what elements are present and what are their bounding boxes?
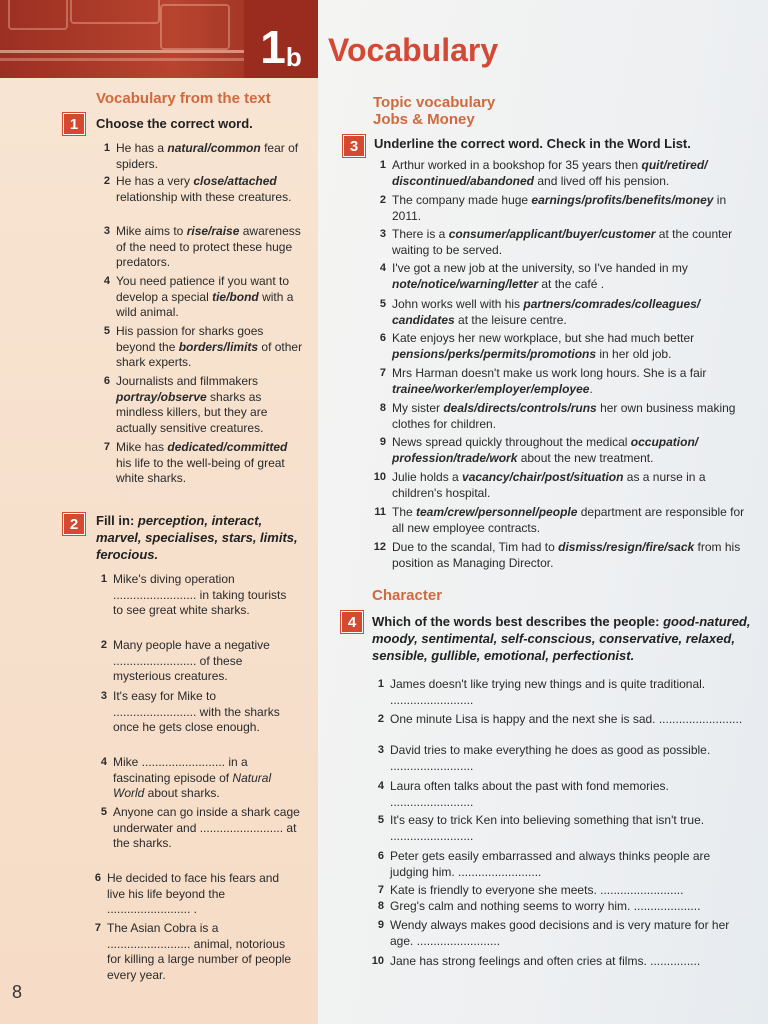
item-number: 11	[374, 506, 386, 518]
unit-label	[244, 0, 318, 78]
item-text: David tries to make everything he does as good as possible. .........................	[390, 743, 711, 773]
jobs-money-title: Jobs & Money	[373, 111, 475, 128]
exercise-4-word-bank: good-natured, moody, sentimental, self-conscious, conservative, relaxed, sensible, gullible, emotional, perfectionist.	[372, 614, 751, 663]
item-text-start: I've got a new job at the university, so I've handed in my	[392, 261, 688, 275]
exercise-1-item	[103, 374, 306, 436]
exercise-1-item	[103, 274, 306, 321]
item-text-start: John works well with his	[392, 297, 524, 311]
exercise-4-item	[377, 899, 752, 915]
item-text: Laura often talks about the past with fond memories. .........................	[390, 779, 669, 809]
exercise-1-item	[103, 440, 306, 487]
item-text-end: in her old job.	[596, 346, 672, 361]
item-number: 5	[103, 325, 110, 337]
word-choice-options: team/crew/personnel/people	[416, 505, 578, 519]
item-text-end: at the café .	[538, 276, 605, 291]
item-number: 9	[379, 436, 386, 448]
item-number: 5	[100, 806, 107, 818]
item-text-start: Julie holds a	[392, 470, 463, 484]
item-text-end: department are responsible for all new employee contracts.	[392, 505, 745, 535]
exercise-3-item	[379, 193, 754, 224]
item-number: 7	[103, 441, 110, 453]
section-title-vocabulary-from-text: Vocabulary from the text	[96, 90, 271, 107]
word-choice-options: note/notice/warning/letter	[392, 276, 539, 291]
item-text-start: Mrs Harman doesn't make us work long hours. She is a fair	[392, 366, 707, 380]
item-number: 2	[377, 713, 384, 725]
word-choice-options: pensions/perks/permits/promotions	[392, 346, 597, 361]
item-number: 4	[100, 756, 107, 768]
exercise-4-item	[377, 813, 752, 844]
exercise-4-badge: 4	[341, 611, 363, 633]
item-text: The Asian Cobra is a ......................... animal, notorious for killing a large number of people every year.	[107, 921, 292, 982]
item-number: 2	[100, 639, 107, 651]
item-text: James doesn't like trying new things and is quite traditional. .........................	[390, 677, 706, 707]
exercise-3-item	[373, 470, 754, 501]
item-text-start: Kate enjoys her new workplace, but she had much better	[392, 331, 695, 345]
exercise-4-instruction-lead: Which of the words best describes the people:	[372, 614, 664, 629]
item-text-end: with a wild animal.	[116, 289, 294, 319]
item-text: Kate is friendly to everyone she meets. .........................	[390, 883, 684, 897]
item-number: 8	[379, 402, 386, 414]
item-number: 10	[373, 471, 386, 483]
exercise-4-item	[377, 779, 752, 810]
item-text: Wendy always makes good decisions and is very mature for her age. .........................	[390, 918, 730, 948]
exercise-2-item	[100, 572, 293, 619]
exercise-3-instruction: Underline the correct word. Check in the Word List.	[374, 136, 691, 151]
item-text-end: in 2011.	[392, 193, 727, 223]
item-number: 8	[377, 900, 384, 912]
exercise-2-instruction	[96, 512, 306, 563]
item-text-start: Due to the scandal, Tim had to	[392, 540, 559, 554]
exercise-4-item	[377, 918, 752, 949]
exercise-3-item	[379, 227, 754, 258]
item-text-start: Journalists and filmmakers	[116, 374, 259, 388]
item-number: 4	[377, 780, 384, 792]
item-text-end: about the new treatment.	[517, 450, 654, 465]
exercise-4-item	[377, 849, 752, 880]
exercise-4-item	[377, 883, 752, 899]
item-number: 3	[377, 744, 384, 756]
exercise-3-item	[379, 331, 754, 362]
item-number: 1	[377, 678, 384, 690]
exercise-4-instruction	[372, 613, 752, 664]
item-number: 1	[103, 142, 110, 154]
exercise-3-item	[379, 297, 754, 328]
item-number: 5	[377, 814, 384, 826]
item-text-end: fear of spiders.	[116, 141, 299, 171]
word-choice-options: vacancy/chair/post/situation	[462, 470, 624, 484]
exercise-2-item	[94, 871, 297, 918]
item-text: Anyone can go inside a shark cage underwater and ......................... at the sharks.	[113, 805, 300, 850]
exercise-3-item	[379, 366, 754, 397]
item-number: 3	[379, 228, 386, 240]
item-text-start: The company made huge	[392, 193, 532, 207]
unit-number: 1	[260, 21, 284, 73]
word-choice-options: consumer/applicant/buyer/customer	[448, 227, 656, 241]
item-text-start: Arthur worked in a bookshop for 35 years then	[392, 158, 642, 172]
item-number: 2	[103, 175, 110, 187]
exercise-2-item	[100, 689, 283, 736]
exercise-2-instruction-lead: Fill in:	[96, 513, 138, 528]
exercise-3-item	[373, 540, 754, 571]
word-choice-options: deals/directs/controls/runs	[443, 401, 597, 415]
exercise-4-item	[377, 743, 752, 774]
item-text-end: and lived off his pension.	[534, 173, 670, 188]
item-text-end: at the leisure centre.	[454, 312, 567, 327]
item-text-end: relationship with these creatures.	[116, 189, 292, 204]
page-title: Vocabulary	[328, 32, 499, 68]
item-number: 6	[94, 872, 101, 884]
item-text: Jane has strong feelings and often cries at films. ...............	[390, 954, 701, 968]
exercise-3-item	[379, 158, 754, 189]
word-choice-options: borders/limits	[178, 339, 259, 354]
character-title: Character	[372, 587, 443, 604]
item-text-start: He has a very	[116, 174, 194, 188]
word-choice-options: close/attached	[193, 174, 277, 188]
word-choice-options: tie/bond	[212, 289, 259, 304]
word-choice-options: occupation/ profession/trade/work	[392, 435, 699, 465]
item-text-start: His passion for sharks goes beyond the	[116, 324, 264, 354]
item-text: It's easy to trick Ken into believing something that isn't true. .........................	[390, 813, 705, 843]
exercise-3-item	[374, 505, 754, 536]
item-text-start: Mike has	[116, 440, 168, 454]
exercise-1-item	[103, 224, 306, 271]
banner-decoration	[160, 4, 230, 50]
exercise-2-item	[100, 805, 303, 852]
banner-decoration	[8, 0, 68, 30]
item-text-start: Mike aims to	[116, 224, 187, 238]
item-text: Peter gets easily embarrassed and always thinks people are judging him. .........................	[390, 849, 711, 879]
item-text-start: News spread quickly throughout the medical	[392, 435, 631, 449]
word-choice-options: natural/common	[167, 141, 261, 155]
item-text-start: There is a	[392, 227, 449, 241]
item-text-end: his life to the well-being of great white sharks.	[116, 455, 285, 485]
item-text-end: her own business making clothes for children.	[392, 401, 736, 431]
item-text: Mike's diving operation ......................... in taking tourists to see great white sharks.	[113, 572, 287, 617]
topic-vocabulary-title: Topic vocabulary	[373, 94, 496, 111]
exercise-1-item	[103, 141, 312, 172]
word-choice-options: dedicated/committed	[167, 440, 288, 454]
item-text-end: .	[589, 381, 593, 396]
page-number: 8	[12, 982, 23, 1002]
item-text-start: The	[392, 505, 417, 519]
exercise-4-item	[371, 954, 752, 970]
exercise-2-badge: 2	[63, 513, 85, 535]
word-choice-options: quit/retired/ discontinued/abandoned	[392, 158, 708, 188]
item-number: 7	[379, 367, 386, 379]
unit-letter: b	[285, 42, 302, 72]
exercise-2-item	[94, 921, 297, 983]
word-choice-options: rise/raise	[186, 224, 240, 238]
exercise-3-badge: 3	[343, 135, 365, 157]
item-text: Many people have a negative ......................... of these mysterious creatures.	[113, 638, 270, 683]
exercise-1-badge: 1	[63, 113, 85, 135]
item-number: 4	[103, 275, 110, 287]
exercise-2-item	[100, 755, 303, 802]
exercise-2-item	[100, 638, 299, 685]
item-text: Greg's calm and nothing seems to worry him. ....................	[390, 899, 701, 913]
item-number: 12	[373, 541, 386, 553]
item-number: 3	[103, 225, 110, 237]
item-text: One minute Lisa is happy and the next she is sad. .........................	[390, 712, 743, 726]
exercise-1-instruction: Choose the correct word.	[96, 116, 253, 131]
exercise-3-item	[379, 401, 754, 432]
item-text-end: awareness of the need to protect these huge predators.	[116, 224, 301, 269]
item-text-end: from his position as Managing Director.	[392, 540, 741, 570]
item-number: 6	[377, 850, 384, 862]
item-number: 6	[103, 375, 110, 387]
banner-decoration	[70, 0, 160, 24]
item-number: 1	[100, 573, 107, 585]
item-number: 5	[379, 298, 386, 310]
item-text-start: My sister	[392, 401, 444, 415]
word-choice-options: earnings/profits/benefits/money	[531, 193, 714, 207]
item-number: 2	[379, 194, 386, 206]
item-text-start: You need patience if you want to develop a special	[116, 274, 290, 304]
word-choice-options: partners/comrades/colleagues/ candidates	[392, 297, 701, 327]
item-number: 7	[377, 884, 384, 896]
item-text-start: Mike ......................... in a fascinating episode of	[113, 755, 248, 785]
item-text-end: sharks as mindless killers, but they are actually sensitive creatures.	[116, 389, 268, 435]
exercise-1-item	[103, 324, 306, 371]
item-number: 1	[379, 159, 386, 171]
item-number: 10	[371, 955, 384, 967]
item-number: 3	[100, 690, 107, 702]
item-text-start: He has a	[116, 141, 168, 155]
item-text: It's easy for Mike to ......................... with the sharks once he gets close enough.	[113, 689, 280, 734]
exercise-2-word-bank: perception, interact, marvel, specialises, stars, limits, ferocious.	[96, 513, 298, 562]
item-text-end: of other shark experts.	[116, 339, 303, 369]
exercise-3-item	[379, 435, 754, 466]
item-text: He decided to face his fears and live his life beyond the ......................... .	[107, 871, 280, 916]
word-choice-options: dismiss/resign/fire/sack	[558, 540, 695, 554]
item-text-end: at the counter waiting to be served.	[392, 227, 733, 257]
item-text-end: about sharks.	[144, 786, 220, 800]
item-number: 7	[94, 922, 101, 934]
word-choice-options: portray/observe	[116, 389, 207, 404]
exercise-3-item	[379, 261, 754, 292]
exercise-4-item	[377, 712, 752, 728]
exercise-1-item	[103, 174, 306, 205]
item-number: 4	[379, 262, 386, 274]
programme-title: Natural World	[113, 770, 272, 800]
exercise-4-item	[377, 677, 752, 708]
item-number: 6	[379, 332, 386, 344]
item-number: 9	[377, 919, 384, 931]
item-text-end: as a nurse in a children's hospital.	[392, 470, 706, 500]
word-choice-options: trainee/worker/employer/employee	[392, 381, 590, 396]
